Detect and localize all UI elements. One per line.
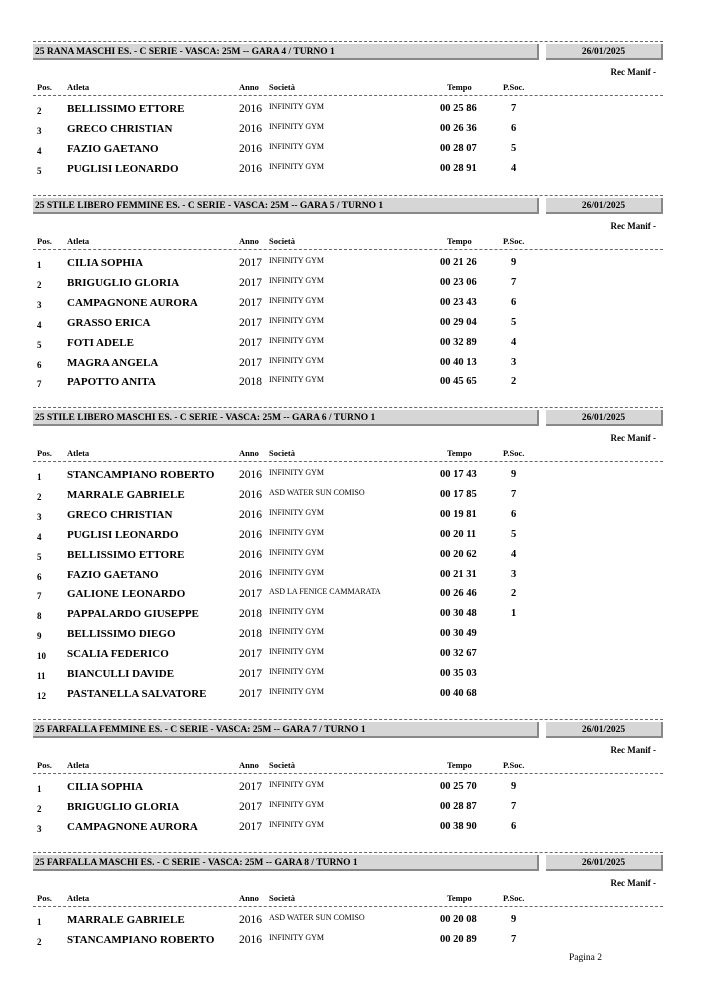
- birth-year: 2016: [239, 933, 262, 946]
- athlete-name: GRECO CHRISTIAN: [67, 122, 173, 135]
- athlete-name: MAGRA ANGELA: [67, 356, 159, 369]
- athlete-name: CILIA SOPHIA: [67, 257, 144, 269]
- column-header-time: Tempo: [447, 236, 472, 246]
- society-points: 5: [511, 528, 517, 540]
- society-points: 6: [511, 508, 517, 520]
- column-header-year: Anno: [239, 448, 259, 458]
- column-header-athlete: Atleta: [67, 82, 90, 92]
- race-title: 25 STILE LIBERO FEMMINE ES. - C SERIE - VASCA: 25M -- GARA 5 / TURNO 1: [33, 198, 539, 214]
- column-header-time: Tempo: [447, 448, 472, 458]
- position: 2: [37, 936, 42, 947]
- column-header-year: Anno: [239, 760, 259, 770]
- position: 3: [37, 125, 42, 136]
- table-row: [33, 297, 663, 317]
- athlete-name: CAMPAGNONE AURORA: [67, 820, 198, 833]
- birth-year: 2017: [239, 800, 262, 813]
- divider: [33, 95, 663, 96]
- society-name: INFINITY GYM: [269, 667, 325, 676]
- column-header-year: Anno: [239, 236, 259, 246]
- race-time: 00 20 89: [440, 933, 477, 945]
- column-header-points: P.Soc.: [503, 893, 525, 903]
- birth-year: 2017: [239, 648, 262, 661]
- athlete-name: BRIGUGLIO GLORIA: [67, 800, 180, 813]
- table-row: [33, 668, 663, 688]
- position: 4: [37, 319, 42, 330]
- column-header-pos: Pos.: [37, 236, 52, 246]
- table-row: [33, 608, 663, 628]
- column-header-points: P.Soc.: [503, 236, 525, 246]
- table-row: [33, 821, 663, 841]
- race-time: 00 40 68: [440, 687, 477, 699]
- table-row: [33, 914, 663, 934]
- society-name: ASD WATER SUN COMISO: [269, 487, 365, 497]
- athlete-name: BELLISSIMO ETTORE: [67, 548, 185, 561]
- divider: [33, 719, 663, 720]
- table-row: [33, 781, 663, 801]
- birth-year: 2017: [239, 296, 262, 309]
- athlete-name: CILIA SOPHIA: [67, 781, 144, 793]
- society-name: INFINITY GYM: [269, 527, 325, 537]
- society-name: INFINITY GYM: [269, 355, 325, 365]
- birth-year: 2016: [239, 162, 262, 175]
- divider: [33, 407, 663, 408]
- society-name: INFINITY GYM: [269, 507, 325, 517]
- athlete-name: FAZIO GAETANO: [67, 568, 159, 581]
- position: 12: [37, 690, 46, 701]
- table-row: [33, 588, 663, 608]
- record-label: [611, 433, 657, 443]
- society-points: 6: [511, 820, 517, 832]
- race-time: 00 20 08: [440, 914, 477, 925]
- race-time: 00 26 46: [440, 588, 477, 600]
- divider: [33, 852, 663, 853]
- record-label: [611, 221, 657, 231]
- society-name: INFINITY GYM: [269, 335, 325, 345]
- column-header-pos: Pos.: [37, 448, 52, 458]
- column-header-society: Società: [269, 893, 295, 903]
- society-name: INFINITY GYM: [269, 295, 325, 305]
- race-time: 00 21 31: [440, 568, 477, 580]
- position: 1: [37, 784, 42, 794]
- table-row: [33, 569, 663, 589]
- birth-year: 2018: [239, 628, 262, 641]
- table-row: [33, 163, 663, 183]
- society-points: 9: [511, 257, 517, 268]
- race-time: 00 25 70: [440, 781, 477, 792]
- table-row: [33, 103, 663, 123]
- table-row: [33, 529, 663, 549]
- table-row: [33, 123, 663, 143]
- birth-year: 2017: [239, 276, 262, 289]
- record-label-text: Rec Manif: [610, 745, 651, 755]
- position: 7: [37, 591, 42, 602]
- table-row: [33, 648, 663, 668]
- column-header-society: Società: [269, 82, 295, 92]
- position: 5: [37, 165, 42, 176]
- society-points: 3: [511, 356, 517, 368]
- race-time: 00 26 36: [440, 122, 477, 134]
- position: 1: [37, 472, 42, 482]
- position: 3: [37, 823, 42, 834]
- record-value: -: [653, 878, 656, 888]
- race-time: 00 40 13: [440, 356, 477, 368]
- birth-year: 2018: [239, 376, 262, 389]
- column-header-athlete: Atleta: [67, 760, 90, 770]
- athlete-name: BELLISSIMO DIEGO: [67, 628, 176, 641]
- race-date: 26/01/2025: [546, 722, 663, 738]
- society-points: 4: [511, 548, 517, 560]
- position: 3: [37, 511, 42, 522]
- society-name: INFINITY GYM: [269, 121, 325, 131]
- position: 3: [37, 299, 42, 310]
- society-points: 9: [511, 914, 517, 925]
- athlete-name: PAPPALARDO GIUSEPPE: [67, 608, 199, 621]
- society-points: 7: [511, 800, 517, 812]
- society-points: 6: [511, 122, 517, 134]
- table-row: [33, 549, 663, 569]
- athlete-name: BIANCULLI DAVIDE: [67, 668, 175, 680]
- table-row: [33, 509, 663, 529]
- athlete-name: GRASSO ERICA: [67, 316, 151, 329]
- race-title: 25 FARFALLA FEMMINE ES. - C SERIE - VASCA: 25M -- GARA 7 / TURNO 1: [33, 722, 539, 738]
- column-header-society: Società: [269, 236, 295, 246]
- table-row: [33, 934, 663, 954]
- birth-year: 2016: [239, 508, 262, 521]
- birth-year: 2017: [239, 316, 262, 329]
- athlete-name: PAPOTTO ANITA: [67, 376, 156, 389]
- divider: [33, 249, 663, 250]
- athlete-name: GRECO CHRISTIAN: [67, 508, 173, 521]
- athlete-name: STANCAMPIANO ROBERTO: [67, 933, 215, 946]
- position: 9: [37, 631, 42, 642]
- race-time: 00 29 04: [440, 316, 477, 328]
- society-points: 1: [511, 608, 517, 620]
- position: 2: [37, 106, 42, 116]
- birth-year: 2016: [239, 568, 262, 581]
- race-time: 00 30 48: [440, 608, 477, 620]
- race-time: 00 35 03: [440, 668, 477, 679]
- society-points: 9: [511, 781, 517, 792]
- race-time: 00 28 87: [440, 800, 477, 812]
- column-header-pos: Pos.: [37, 760, 52, 770]
- society-points: 5: [511, 316, 517, 328]
- position: 1: [37, 260, 42, 270]
- record-value: -: [653, 221, 656, 231]
- birth-year: 2016: [239, 914, 262, 926]
- position: 7: [37, 379, 42, 390]
- society-name: INFINITY GYM: [269, 627, 325, 637]
- society-points: 7: [511, 933, 517, 945]
- society-name: INFINITY GYM: [269, 275, 325, 285]
- society-points: 2: [511, 588, 517, 600]
- column-header-time: Tempo: [447, 760, 472, 770]
- record-value: -: [653, 745, 656, 755]
- society-points: 4: [511, 162, 517, 174]
- position: 8: [37, 611, 42, 622]
- position: 4: [37, 531, 42, 542]
- birth-year: 2016: [239, 469, 262, 481]
- society-name: INFINITY GYM: [269, 547, 325, 557]
- society-name: INFINITY GYM: [269, 932, 325, 942]
- athlete-name: MARRALE GABRIELE: [67, 488, 185, 501]
- race-time: 00 38 90: [440, 820, 477, 832]
- record-value: -: [653, 67, 656, 77]
- race-time: 00 32 89: [440, 336, 477, 348]
- race-time: 00 19 81: [440, 508, 477, 520]
- position: 10: [37, 651, 46, 662]
- column-header-points: P.Soc.: [503, 82, 525, 92]
- society-name: INFINITY GYM: [269, 315, 325, 325]
- position: 11: [37, 671, 46, 681]
- society-points: 6: [511, 296, 517, 308]
- birth-year: 2016: [239, 528, 262, 541]
- column-header-time: Tempo: [447, 893, 472, 903]
- table-row: [33, 801, 663, 821]
- table-row: [33, 337, 663, 357]
- birth-year: 2017: [239, 687, 262, 700]
- society-name: INFINITY GYM: [269, 468, 325, 477]
- table-row: [33, 257, 663, 277]
- column-header-pos: Pos.: [37, 893, 52, 903]
- race-time: 00 17 43: [440, 469, 477, 480]
- birth-year: 2017: [239, 588, 262, 601]
- table-row: [33, 469, 663, 489]
- column-header-points: P.Soc.: [503, 448, 525, 458]
- society-name: INFINITY GYM: [269, 256, 325, 265]
- table-row: [33, 688, 663, 708]
- birth-year: 2016: [239, 122, 262, 135]
- column-header-pos: Pos.: [37, 82, 52, 92]
- column-header-athlete: Atleta: [67, 893, 90, 903]
- table-row: [33, 317, 663, 337]
- race-time: 00 45 65: [440, 376, 477, 388]
- race-time: 00 28 07: [440, 142, 477, 154]
- position: 5: [37, 551, 42, 562]
- birth-year: 2017: [239, 820, 262, 833]
- society-points: 4: [511, 336, 517, 348]
- position: 2: [37, 491, 42, 502]
- society-name: INFINITY GYM: [269, 780, 325, 789]
- birth-year: 2017: [239, 356, 262, 369]
- race-time: 00 20 11: [440, 528, 477, 540]
- column-header-year: Anno: [239, 893, 259, 903]
- record-label: [611, 745, 657, 755]
- position: 5: [37, 339, 42, 350]
- race-time: 00 25 86: [440, 103, 477, 114]
- athlete-name: FOTI ADELE: [67, 336, 134, 349]
- race-time: 00 23 43: [440, 296, 477, 308]
- society-name: INFINITY GYM: [269, 819, 325, 829]
- athlete-name: BRIGUGLIO GLORIA: [67, 276, 180, 289]
- race-date: 26/01/2025: [546, 198, 663, 214]
- birth-year: 2016: [239, 548, 262, 561]
- column-header-athlete: Atleta: [67, 236, 90, 246]
- birth-year: 2017: [239, 336, 262, 349]
- society-name: INFINITY GYM: [269, 102, 325, 111]
- society-name: INFINITY GYM: [269, 686, 325, 696]
- birth-year: 2016: [239, 142, 262, 155]
- column-header-year: Anno: [239, 82, 259, 92]
- race-title: 25 RANA MASCHI ES. - C SERIE - VASCA: 25M -- GARA 4 / TURNO 1: [33, 44, 539, 60]
- society-points: 5: [511, 142, 517, 154]
- society-points: 7: [511, 276, 517, 288]
- divider: [33, 461, 663, 462]
- position: 6: [37, 359, 42, 370]
- society-name: ASD WATER SUN COMISO: [269, 913, 365, 922]
- society-points: 3: [511, 568, 517, 580]
- athlete-name: SCALIA FEDERICO: [67, 648, 169, 661]
- race-time: 00 30 49: [440, 628, 477, 640]
- birth-year: 2016: [239, 488, 262, 501]
- birth-year: 2016: [239, 103, 262, 115]
- divider: [33, 195, 663, 196]
- table-row: [33, 628, 663, 648]
- position: 4: [37, 145, 42, 156]
- race-time: 00 23 06: [440, 276, 477, 288]
- record-value: -: [653, 433, 656, 443]
- birth-year: 2018: [239, 608, 262, 621]
- athlete-name: PASTANELLA SALVATORE: [67, 687, 207, 700]
- table-row: [33, 357, 663, 377]
- athlete-name: PUGLISI LEONARDO: [67, 162, 179, 175]
- record-label: [611, 67, 657, 77]
- athlete-name: FAZIO GAETANO: [67, 142, 159, 155]
- birth-year: 2017: [239, 257, 262, 269]
- record-label: [611, 878, 657, 888]
- race-time: 00 21 26: [440, 257, 477, 268]
- society-name: INFINITY GYM: [269, 141, 325, 151]
- race-time: 00 17 85: [440, 488, 477, 500]
- athlete-name: STANCAMPIANO ROBERTO: [67, 469, 215, 481]
- athlete-name: GALIONE LEONARDO: [67, 588, 186, 601]
- table-row: [33, 277, 663, 297]
- athlete-name: PUGLISI LEONARDO: [67, 528, 179, 541]
- table-row: [33, 143, 663, 163]
- table-row: [33, 376, 663, 396]
- birth-year: 2017: [239, 781, 262, 793]
- column-header-society: Società: [269, 448, 295, 458]
- society-points: 2: [511, 376, 517, 388]
- divider: [33, 906, 663, 907]
- column-header-time: Tempo: [447, 82, 472, 92]
- athlete-name: CAMPAGNONE AURORA: [67, 296, 198, 309]
- page-number: Pagina 2: [569, 953, 602, 963]
- column-header-athlete: Atleta: [67, 448, 90, 458]
- society-name: INFINITY GYM: [269, 799, 325, 809]
- race-time: 00 20 62: [440, 548, 477, 560]
- race-date: 26/01/2025: [546, 410, 663, 426]
- society-points: 7: [511, 488, 517, 500]
- record-label-text: Rec Manif: [610, 433, 651, 443]
- society-name: INFINITY GYM: [269, 375, 325, 385]
- society-name: INFINITY GYM: [269, 607, 325, 617]
- birth-year: 2017: [239, 668, 262, 680]
- race-time: 00 28 91: [440, 162, 477, 174]
- table-row: [33, 489, 663, 509]
- athlete-name: MARRALE GABRIELE: [67, 914, 185, 926]
- divider: [33, 41, 663, 42]
- race-date: 26/01/2025: [546, 44, 663, 60]
- society-name: INFINITY GYM: [269, 647, 325, 657]
- society-points: 9: [511, 469, 517, 480]
- position: 1: [37, 917, 42, 927]
- society-name: ASD LA FENICE CAMMARATA: [269, 587, 381, 597]
- race-title: 25 FARFALLA MASCHI ES. - C SERIE - VASCA: 25M -- GARA 8 / TURNO 1: [33, 855, 539, 871]
- record-label-text: Rec Manif: [610, 878, 651, 888]
- society-name: INFINITY GYM: [269, 567, 325, 577]
- column-header-society: Società: [269, 760, 295, 770]
- column-header-points: P.Soc.: [503, 760, 525, 770]
- race-title: 25 STILE LIBERO MASCHI ES. - C SERIE - VASCA: 25M -- GARA 6 / TURNO 1: [33, 410, 539, 426]
- divider: [33, 773, 663, 774]
- position: 6: [37, 571, 42, 582]
- position: 2: [37, 803, 42, 814]
- society-points: 7: [511, 103, 517, 114]
- society-name: INFINITY GYM: [269, 161, 325, 171]
- position: 2: [37, 279, 42, 290]
- record-label-text: Rec Manif: [610, 221, 651, 231]
- race-date: 26/01/2025: [546, 855, 663, 871]
- race-time: 00 32 67: [440, 648, 477, 660]
- record-label-text: Rec Manif: [610, 67, 651, 77]
- athlete-name: BELLISSIMO ETTORE: [67, 103, 185, 115]
